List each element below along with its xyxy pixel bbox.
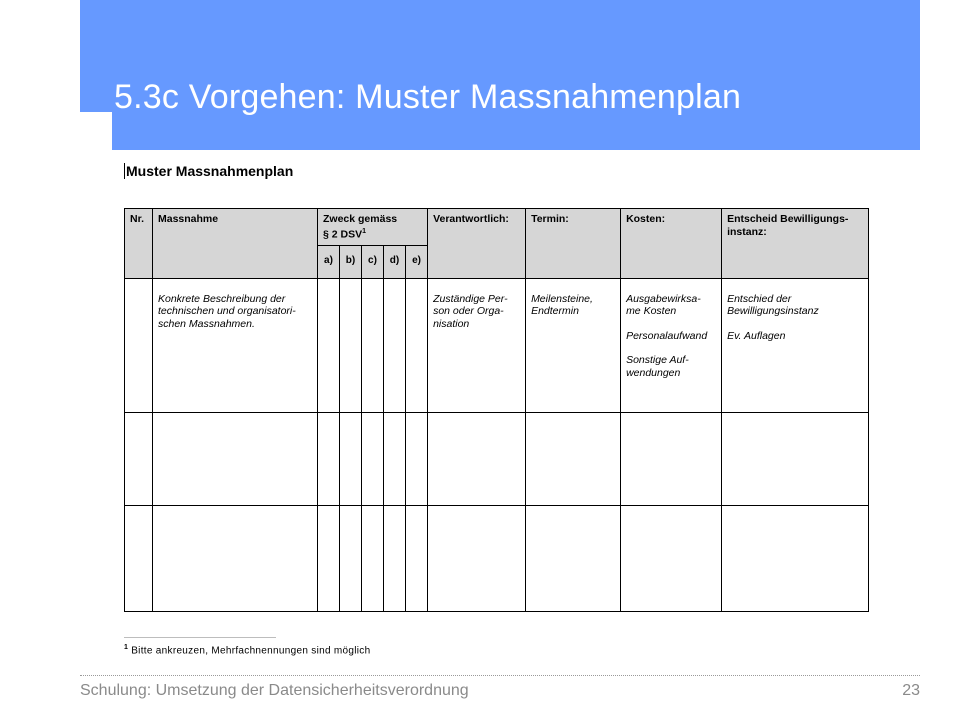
header-termin: Termin:: [526, 209, 621, 279]
cell-empty: [318, 412, 340, 505]
cell-empty: [621, 505, 722, 611]
cell-text: Zuständige Per-: [433, 292, 508, 305]
cell-empty: [384, 412, 406, 505]
header-verantwortlich: Verantwortlich:: [428, 209, 526, 279]
cell-text: Sonstige Auf-: [626, 354, 689, 366]
cell-text: Bewilligungsinstanz: [727, 305, 819, 317]
cell-empty: [621, 412, 722, 505]
cell-text: schen Massnahmen.: [158, 317, 255, 330]
table-row: [125, 505, 869, 611]
footnote-marker: 1: [124, 644, 129, 651]
cell-termin: [526, 278, 621, 412]
footer-text: Schulung: Umsetzung der Datensicherheitsverordnung: [80, 682, 469, 699]
footer-rule: [80, 675, 920, 676]
cell-empty: [384, 505, 406, 611]
document-title-text: Muster Massnahmenplan: [126, 163, 294, 179]
header-entscheid: [722, 209, 869, 279]
page-number: 23: [902, 682, 920, 699]
cell-empty: [362, 505, 384, 611]
cell-empty: [362, 412, 384, 505]
subheader-c: c): [362, 245, 384, 278]
document-title: [124, 163, 293, 179]
cell-check-b: [340, 278, 362, 412]
slide-title: 5.3c Vorgehen: Muster Massnahmenplan: [114, 78, 742, 116]
cell-empty: [428, 412, 526, 505]
cell-check-c: [362, 278, 384, 412]
cell-nr: [125, 278, 153, 412]
cell-check-e: [406, 278, 428, 412]
subheader-e: e): [406, 245, 428, 278]
cell-text: Endtermin: [531, 305, 579, 317]
subheader-b: b): [340, 245, 362, 278]
cell-text: wendungen: [626, 366, 681, 379]
cell-massnahme: [153, 278, 318, 412]
cell-text: technischen und organisatori-: [158, 305, 296, 317]
cell-text: nisation: [433, 317, 470, 330]
cell-empty: [125, 412, 153, 505]
cell-kosten: [621, 278, 722, 412]
cell-text: Meilensteine,: [531, 292, 593, 305]
header-row: [125, 209, 869, 246]
cell-empty: [340, 412, 362, 505]
table-row: [125, 412, 869, 505]
cell-text: son oder Orga-: [433, 305, 504, 317]
header-massnahme: Massnahme: [153, 209, 318, 279]
header-entscheid-line1: Entscheid Bewilligungs-: [727, 213, 849, 225]
header-kosten: Kosten:: [621, 209, 722, 279]
cell-empty: [406, 412, 428, 505]
cell-empty: [428, 505, 526, 611]
cell-check-a: [318, 278, 340, 412]
cell-empty: [340, 505, 362, 611]
header-zweck-line1: Zweck gemäss: [323, 213, 398, 225]
cell-empty: [722, 505, 869, 611]
cell-empty: [406, 505, 428, 611]
cell-empty: [153, 505, 318, 611]
massnahmenplan-table: [124, 208, 869, 612]
footnote-rule: [124, 637, 276, 638]
cell-empty: [153, 412, 318, 505]
cell-entscheid: [722, 278, 869, 412]
subheader-d: d): [384, 245, 406, 278]
header-zweck-sup: 1: [362, 227, 367, 235]
footnote: [124, 644, 370, 656]
header-band-step: [112, 112, 920, 150]
header-nr: Nr.: [125, 209, 153, 279]
cell-empty: [722, 412, 869, 505]
cell-text: Entschied der: [727, 292, 792, 305]
header-zweck-line2: § 2 DSV: [323, 228, 363, 240]
cell-text: Ev. Auflagen: [727, 329, 786, 342]
header-zweck: [318, 209, 428, 246]
cell-text: me Kosten: [626, 305, 677, 317]
table-row: [125, 278, 869, 412]
cell-text: Konkrete Beschreibung der: [158, 292, 286, 305]
header-entscheid-line2: instanz:: [727, 225, 767, 238]
cell-empty: [526, 412, 621, 505]
cell-check-d: [384, 278, 406, 412]
cell-empty: [125, 505, 153, 611]
subheader-a: a): [318, 245, 340, 278]
cell-text: Personalaufwand: [626, 329, 708, 342]
cell-text: Ausgabewirksa-: [626, 292, 701, 305]
cell-verantwortlich: [428, 278, 526, 412]
text-cursor: [124, 163, 125, 179]
cell-empty: [526, 505, 621, 611]
footnote-text: Bitte ankreuzen, Mehrfachnennungen sind möglich: [131, 645, 371, 657]
cell-empty: [318, 505, 340, 611]
